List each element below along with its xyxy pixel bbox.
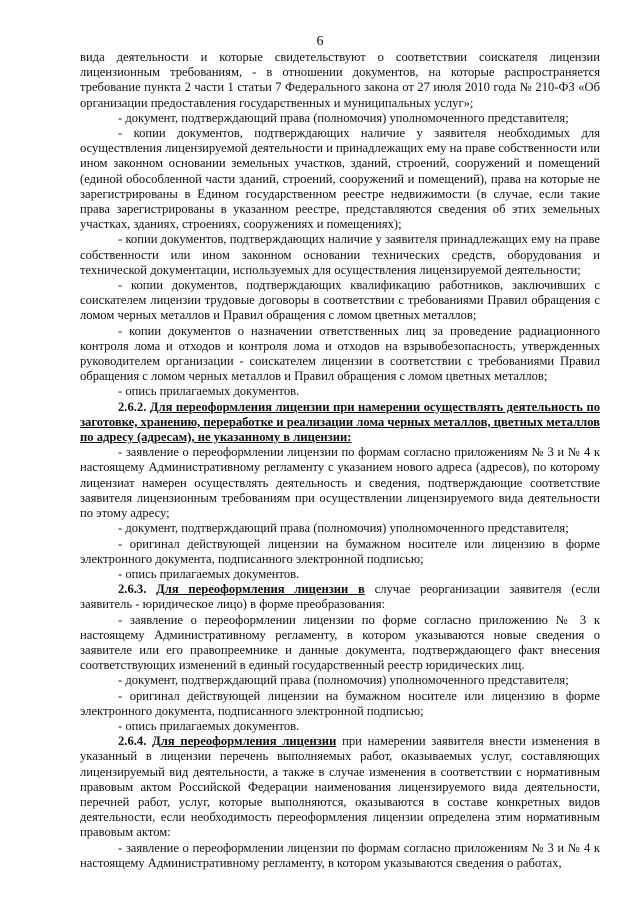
section-number: 2.6.2. <box>118 399 147 414</box>
section-number: 2.6.4. <box>118 734 147 749</box>
body-paragraph: вида деятельности и которые свидетельствуют о соответствии соискателя лицензии лицензионным требованиям, - в отношении документов, на которые распространяется требование пункта 2 части 1 статьи 7 Федерального закона от 27 июля 2010 года № 210-ФЗ «Об организации предоставления государственных и муниципальных услуг»; <box>80 50 600 110</box>
body-paragraph: - заявление о переоформлении лицензии по форме согласно приложению № 3 к настоящему Административному регламенту, в котором указываются новые сведения о заявителе или его правопреемнике и данные документа, подтверждающего факт внесения соответствующих изменений в единый государственный реестр юридических лиц. <box>80 612 600 673</box>
section-title: Для переоформления лицензии <box>152 734 337 749</box>
body-paragraph: - заявление о переоформлении лицензии по формам согласно приложениям № 3 и № 4 к настоящему Административному регламенту с указанием нового адреса (адресов), по которому лицензиат намерен осуществлять деятельность и сведения, подтверждающие соответствие заявителя лицензионным требованиям при осуществлении лицензируемого вида деятельности по этому адресу; <box>80 445 600 521</box>
body-paragraph: - копии документов, подтверждающих наличие у заявителя необходимых для осуществления лицензируемой деятельности и принадлежащих ему на праве собственности или ином законном основании земельных участков, зданий, строений, сооружений и помещений (единой обособленной части зданий, строений, сооружений и помещений), права на которые не зарегистрированы в Едином государственном реестре недвижимости (в случае, если такие права зарегистрированы в указанном реестре, представляются сведения об этих земельных участках, зданиях, строениях, сооружениях и помещениях); <box>80 126 601 232</box>
body-paragraph: - документ, подтверждающий права (полномочия) уполномоченного представителя; <box>118 673 569 688</box>
body-paragraph: - опись прилагаемых документов. <box>118 566 300 581</box>
body-paragraph: - заявление о переоформлении лицензии по формам согласно приложениям № 3 и № 4 к настоящему Административному регламенту, в котором указываются сведения о работах, <box>80 840 600 870</box>
section-title: Для переоформления лицензии при намерении осуществлять деятельность по заготовке, хранению, переработке и реализации лома черных металлов, цветных металлов по адресу (адресам), не указанному в лицензии: <box>80 399 600 445</box>
body-paragraph: - оригинал действующей лицензии на бумажном носителе или лицензию в форме электронного документа, подписанного электронной подписью; <box>80 688 600 718</box>
body-paragraph: - копии документов, подтверждающих квалификацию работников, заключивших с соискателем лицензии трудовые договоры в соответствии с требованиями Правил обращения с ломом черных металлов и Правил обращения с ломом цветных металлов; <box>80 278 600 323</box>
body-paragraph: - копии документов, подтверждающих наличие у заявителя принадлежащих ему на праве собственности или ином законном основании технических средств, оборудования и технической документации, используемых для осуществления лицензируемой деятельности; <box>80 232 600 277</box>
section-heading-paragraph <box>80 582 600 612</box>
body-paragraph: - опись прилагаемых документов. <box>118 384 300 399</box>
section-text: случае реорганизации заявителя (если заявитель - юридическое лицо) в форме преобразования: <box>80 582 601 612</box>
body-paragraph: - документ, подтверждающий права (полномочия) уполномоченного представителя; <box>118 110 569 125</box>
body-paragraph: - копии документов о назначении ответственных лиц за проведение радиационного контроля лома и отходов и контроля лома и отходов на взрывобезопасность, утвержденных руководителем организации - соискателем лицензии в соответствии с требованиями Правил обращения с ломом черных металлов и Правил обращения с ломом цветных металлов; <box>80 323 600 384</box>
section-number: 2.6.3. <box>118 582 147 597</box>
document-body <box>80 50 600 871</box>
section-heading-paragraph <box>80 734 600 840</box>
body-paragraph: - опись прилагаемых документов. <box>118 718 300 733</box>
body-paragraph: - документ, подтверждающий права (полномочия) уполномоченного представителя; <box>118 521 569 536</box>
body-paragraph: - оригинал действующей лицензии на бумажном носителе или лицензию в форме электронного документа, подписанного электронной подписью; <box>80 536 600 566</box>
section-title: Для переоформления лицензии в <box>156 582 365 597</box>
page-number: 6 <box>316 34 324 49</box>
section-heading-paragraph <box>80 400 600 446</box>
section-text: при намерении заявителя внести изменения в указанный в лицензии перечень выполняемых работ, оказываемых услуг, составляющих лицензируемый вид деятельности, а также в случае изменения в соответствии с нормативным правовым актом Российской Федерации наименования лицензируемого вида деятельности, перечней работ, услуг, которые выполняются, оказываются в составе конкретных видов деятельности, если необходимость переоформления лицензии определена этим нормативным правовым актом: <box>80 734 600 840</box>
